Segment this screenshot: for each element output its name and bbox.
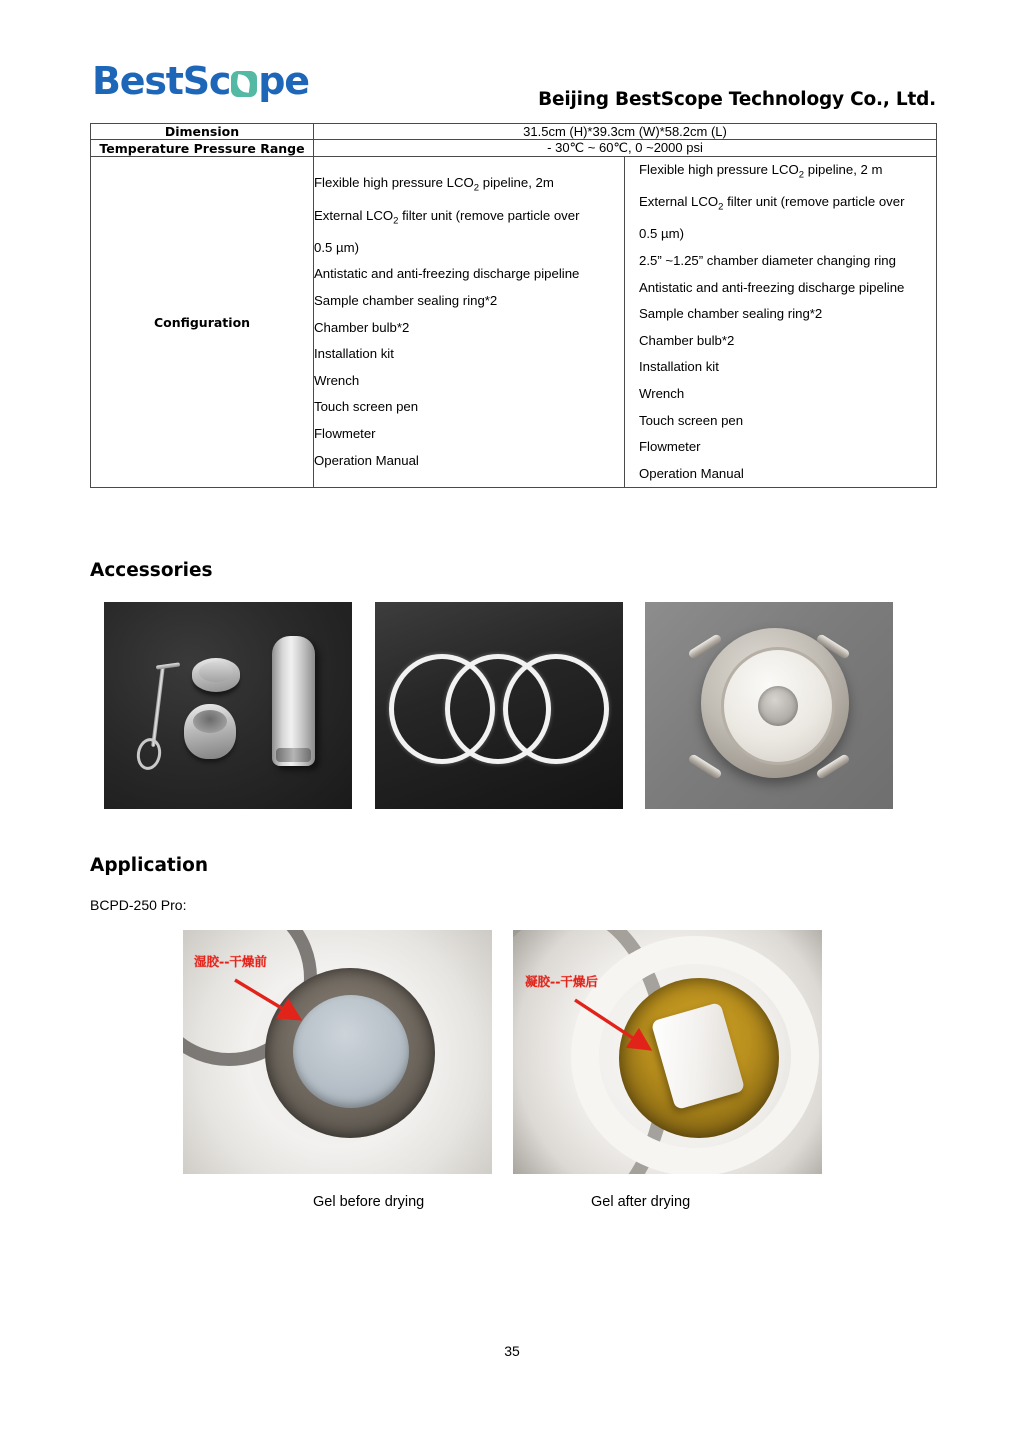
config-a-line-9: Touch screen pen (314, 399, 419, 415)
table-row (91, 140, 937, 157)
config-b-line-2: External $LCO_2$ filter unit (remove particle over (639, 194, 905, 213)
bestscope-logo (92, 59, 309, 103)
config-a-line-3: 0.5 µm) (314, 239, 359, 255)
company-name: Beijing BestScope Technology Co., Ltd. (538, 89, 936, 110)
config-a-line-6: Chamber bulb*2 (314, 319, 410, 335)
config-a-line-5: Sample chamber sealing ring*2 (314, 292, 498, 308)
config-b-line-6: Sample chamber sealing ring*2 (639, 306, 823, 322)
config-b-line-5: Antistatic and anti-freezing discharge pipeline (639, 279, 905, 295)
chamber-bore (619, 978, 779, 1138)
chamber-bulb-bottom (184, 704, 236, 759)
filter-unit-cylinder (272, 636, 315, 766)
chamber-lid-center (758, 686, 798, 726)
config-b-line-12: Operation Manual (639, 465, 744, 481)
application-model-label: BCPD-250 Pro: (90, 897, 187, 913)
row-label-temperature-pressure-range: Temperature Pressure Range (91, 140, 314, 157)
row-label-configuration: Configuration (91, 157, 314, 488)
subscript-2: 2 (473, 182, 480, 194)
config-a-line-7: Installation kit (314, 346, 394, 362)
annotation-text-after-drying: 凝胶--干燥后 (525, 974, 598, 989)
config-a-line-11: Operation Manual (314, 452, 419, 468)
config-b-line-8: Installation kit (639, 359, 719, 375)
row-value-temperature-pressure-range: - 30℃ ~ 60℃, 0 ~2000 psi (314, 140, 937, 157)
config-b-line-9: Wrench (639, 386, 685, 402)
accessories-heading: Accessories (90, 560, 213, 581)
config-a-line-1: Flexible high pressure $LCO_2$ pipeline, 2m (314, 175, 554, 194)
chamber-lid-body (701, 628, 849, 778)
chamber-bore (265, 968, 435, 1138)
table-row (91, 124, 937, 140)
logo-text-before: BestSc (92, 59, 231, 103)
page-number: 35 (504, 1343, 520, 1359)
config-b-line-4: 2.5” ~1.25” chamber diameter changing ring (639, 253, 896, 269)
caption-gel-after-drying: Gel after drying (591, 1194, 691, 1210)
accessory-photo-tools (104, 602, 352, 809)
config-b-line-7: Chamber bulb*2 (639, 332, 735, 348)
chamber-bulb-top (192, 658, 240, 692)
config-a-line-4: Antistatic and anti-freezing discharge pipeline (314, 266, 580, 282)
table-row-configuration (91, 157, 937, 488)
annotation-text-before-drying: 湿胶--干燥前 (194, 954, 267, 969)
config-b-line-3: 0.5 µm) (639, 226, 684, 242)
config-b-line-1: Flexible high pressure $LCO_2$ pipeline, 2 m (639, 162, 883, 181)
config-a-line-8: Wrench (314, 372, 360, 388)
page-header (90, 55, 936, 117)
row-value-dimension: 31.5cm (H)*39.3cm (W)*58.2cm (L) (314, 124, 937, 140)
accessory-photo-sealing-rings (375, 602, 623, 809)
subscript-2: 2 (393, 215, 399, 227)
logo-text-after: pe (258, 59, 309, 103)
subscript-2: 2 (718, 201, 724, 213)
dried-gel-block (651, 1002, 746, 1110)
configuration-column-b (625, 157, 937, 488)
chamber-lid-seal (721, 647, 835, 765)
config-a-line-10: Flowmeter (314, 425, 376, 441)
wet-gel-disc (293, 995, 409, 1108)
configuration-column-a (314, 157, 625, 488)
accessory-photo-chamber-lid (645, 602, 893, 809)
application-photo-gel-before-drying (183, 930, 492, 1174)
subscript-2: 2 (798, 169, 805, 181)
config-b-line-10: Touch screen pen (639, 412, 744, 428)
specification-table (90, 123, 937, 488)
config-a-line-2: External $LCO_2$ filter unit (remove particle over (314, 207, 580, 227)
config-b-line-11: Flowmeter (639, 439, 701, 455)
application-photo-gel-after-drying (513, 930, 822, 1174)
application-heading: Application (90, 855, 209, 876)
logo-leaf-icon (231, 71, 257, 97)
sealing-ring (503, 654, 609, 764)
caption-gel-before-drying: Gel before drying (313, 1194, 425, 1210)
row-label-dimension: Dimension (91, 124, 314, 140)
